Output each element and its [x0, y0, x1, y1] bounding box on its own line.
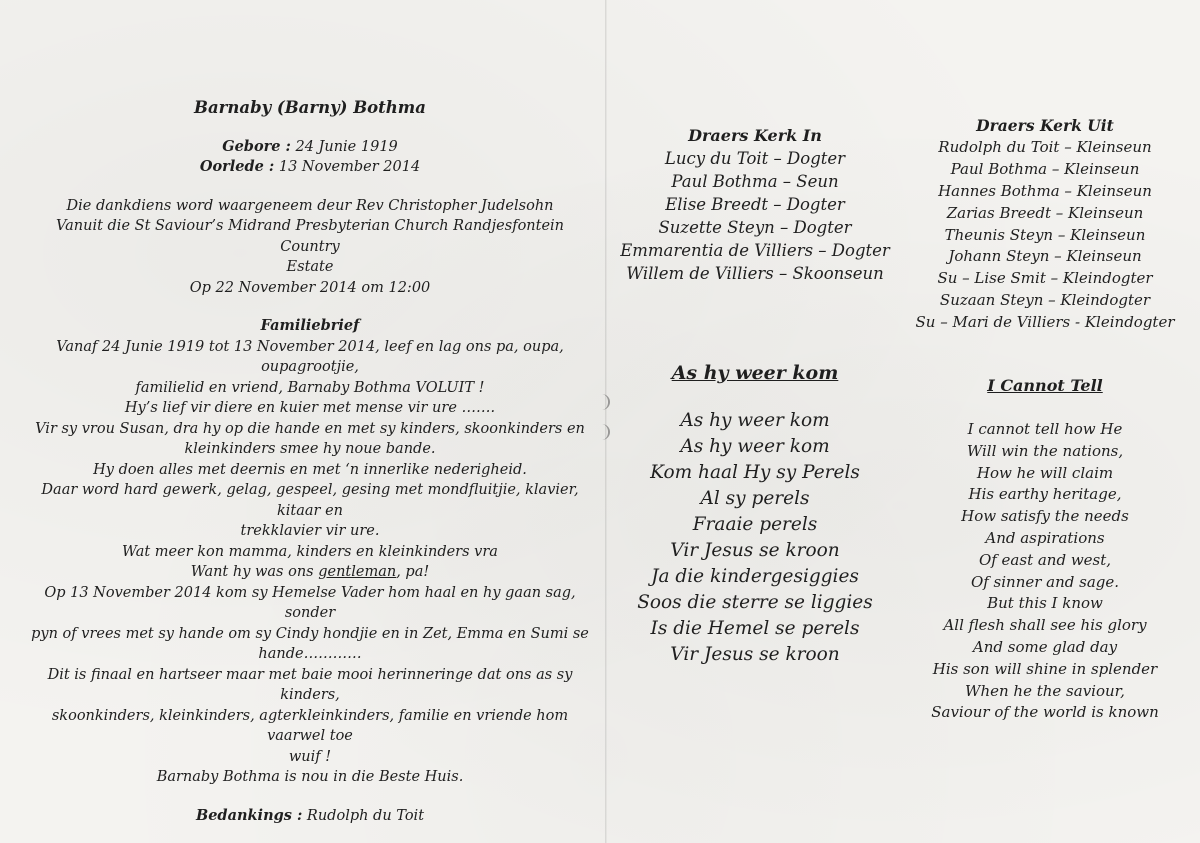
bearer-line: Johann Steyn – Kleinseun	[948, 247, 1142, 266]
poem-line: But this I know	[987, 594, 1103, 613]
bearer-line: Elise Breedt – Dogter	[665, 195, 845, 214]
letter-line: Vanaf 24 Junie 1919 tot 13 November 2014, leef en lag ons pa, oupa, oupagrootjie,	[56, 338, 564, 375]
born-value: 24 Junie 1919	[290, 138, 398, 155]
bearer-line: Lucy du Toit – Dogter	[664, 149, 846, 168]
poem-line: How satisfy the needs	[961, 507, 1129, 526]
letter-line: Hy doen alles met deernis en met ‘n innerlike nederigheid.	[93, 461, 527, 478]
letter-line: Op 13 November 2014 kom sy Hemelse Vader hom haal en hy gaan sag, sonder	[44, 584, 576, 621]
poem-line: Al sy perels	[700, 488, 810, 509]
letter-heading: Familiebrief	[260, 317, 360, 334]
thanks-label: Bedankings :	[195, 806, 303, 824]
gentleman-post: , pa!	[396, 564, 430, 580]
poem-line: Soos die sterre se liggies	[637, 592, 873, 613]
poem-line: His son will shine in splender	[932, 659, 1158, 678]
letter-line: skoonkinders, kleinkinders, agterkleinkinders, familie en vriende hom vaarwel toe	[51, 707, 569, 744]
bearer-line: Willem de Villiers – Skoonseun	[626, 264, 884, 283]
thanks-line	[30, 806, 590, 827]
gentleman-line	[30, 562, 590, 583]
letter-line: Vir sy vrou Susan, dra hy op die hande en met sy kinders, skoonkinders en	[35, 420, 585, 437]
left-page	[30, 98, 590, 826]
letter-line: Dit is finaal en hartseer maar met baie mooi herinneringe dat ons as sy kinders,	[47, 666, 573, 703]
poem-afrikaans	[615, 362, 895, 668]
letter-line: Barnaby Bothma is nou in die Beste Huis.	[156, 769, 464, 785]
letter-line: trekklavier vir ure.	[240, 523, 380, 539]
letter-line: kleinkinders smee hy noue bande.	[184, 441, 436, 457]
bearer-line: Theunis Steyn – Kleinseun	[944, 225, 1146, 244]
bearers-out-heading: Draers Kerk Uit	[976, 116, 1114, 135]
bearer-line: Suzaan Steyn – Kleindogter	[939, 291, 1151, 310]
poem-line: When he the saviour,	[965, 681, 1125, 700]
letter-line: Hy’s lief vir diere en kuier met mense vir ure …….	[124, 400, 496, 416]
letter-line: pyn of vrees met sy hande om sy Cindy hondjie en in Zet, Emma en Sumi se	[31, 625, 589, 642]
bearer-line: Paul Bothma – Kleinseun	[950, 159, 1140, 178]
service-line: Estate	[286, 259, 334, 275]
poem-line: And some glad day	[972, 637, 1118, 656]
letter-line: wuif !	[288, 748, 332, 765]
letter-line: hande…………	[258, 646, 362, 662]
deceased-name: Barnaby (Barny) Bothma	[194, 98, 426, 117]
born-label: Gebore :	[222, 137, 291, 155]
poem-line: His earthy heritage,	[968, 485, 1122, 504]
gentleman-pre: Want hy was ons	[190, 564, 319, 580]
bearer-line: Su – Lise Smit – Kleindogter	[937, 269, 1153, 288]
fold-notch	[602, 394, 610, 410]
bearers-out-list	[900, 115, 1190, 334]
service-line: Vanuit die St Saviour’s Midrand Presbyterian Church Randjesfontein Country	[55, 218, 565, 255]
poem-line: All flesh shall see his glory	[943, 616, 1147, 635]
poem-line: Of sinner and sage.	[970, 572, 1120, 591]
poem-line: As hy weer kom	[680, 436, 830, 457]
died-line	[30, 157, 590, 178]
poem-line: Vir Jesus se kroon	[670, 540, 840, 561]
born-line	[30, 137, 590, 158]
died-value: 13 November 2014	[274, 159, 421, 175]
page-fold	[605, 0, 607, 843]
poem-line: As hy weer kom	[680, 410, 830, 431]
poem-line: Kom haal Hy sy Perels	[650, 462, 860, 483]
poem-english-title: I Cannot Tell	[987, 376, 1103, 395]
poem-afrikaans-title: As hy weer kom	[671, 362, 839, 384]
poem-line: Is die Hemel se perels	[650, 618, 860, 639]
bearer-line: Zarias Breedt – Kleinseun	[946, 203, 1144, 222]
letter-line: Wat meer kon mamma, kinders en kleinkinders vra	[122, 543, 498, 560]
bearer-line: Hannes Bothma – Kleinseun	[938, 181, 1152, 200]
poem-line: Will win the nations,	[966, 441, 1124, 460]
bearer-line: Paul Bothma – Seun	[671, 172, 839, 191]
spacer	[30, 788, 590, 806]
poem-english	[900, 376, 1190, 724]
bearers-in-heading: Draers Kerk In	[688, 126, 822, 145]
gentleman-word: gentleman	[318, 564, 397, 580]
died-label: Oorlede :	[199, 158, 275, 175]
spacer	[30, 298, 590, 316]
bearer-line: Suzette Steyn – Dogter	[658, 218, 852, 237]
service-line: Op 22 November 2014 om 12:00	[189, 279, 431, 296]
poem-line: How he will claim	[976, 463, 1114, 482]
poem-line: Ja die kindergesiggies	[651, 566, 859, 587]
poem-line: I cannot tell how He	[967, 420, 1123, 438]
service-line: Die dankdiens word waargeneem deur Rev Christopher Judelsohn	[66, 197, 554, 214]
letter-line: Daar word hard gewerk, gelag, gespeel, gesing met mondfluitjie, klavier, kitaar en	[41, 482, 579, 519]
letter-line: familielid en vriend, Barnaby Bothma VOLUIT !	[135, 379, 485, 396]
poem-line: And aspirations	[985, 528, 1105, 547]
poem-line: Of east and west,	[978, 550, 1112, 569]
poem-line: Vir Jesus se kroon	[670, 644, 840, 665]
bearer-line: Rudolph du Toit – Kleinseun	[938, 137, 1152, 156]
thanks-value: Rudolph du Toit	[302, 807, 425, 824]
bearer-line: Su – Mari de Villiers - Kleindogter	[915, 313, 1175, 332]
bearer-line: Emmarentia de Villiers – Dogter	[620, 241, 890, 260]
poem-line: Fraaie perels	[692, 514, 818, 535]
poem-line: Saviour of the world is known	[931, 703, 1159, 722]
fold-notch	[602, 424, 610, 440]
spacer	[30, 178, 590, 196]
bearers-in-list	[615, 124, 895, 285]
